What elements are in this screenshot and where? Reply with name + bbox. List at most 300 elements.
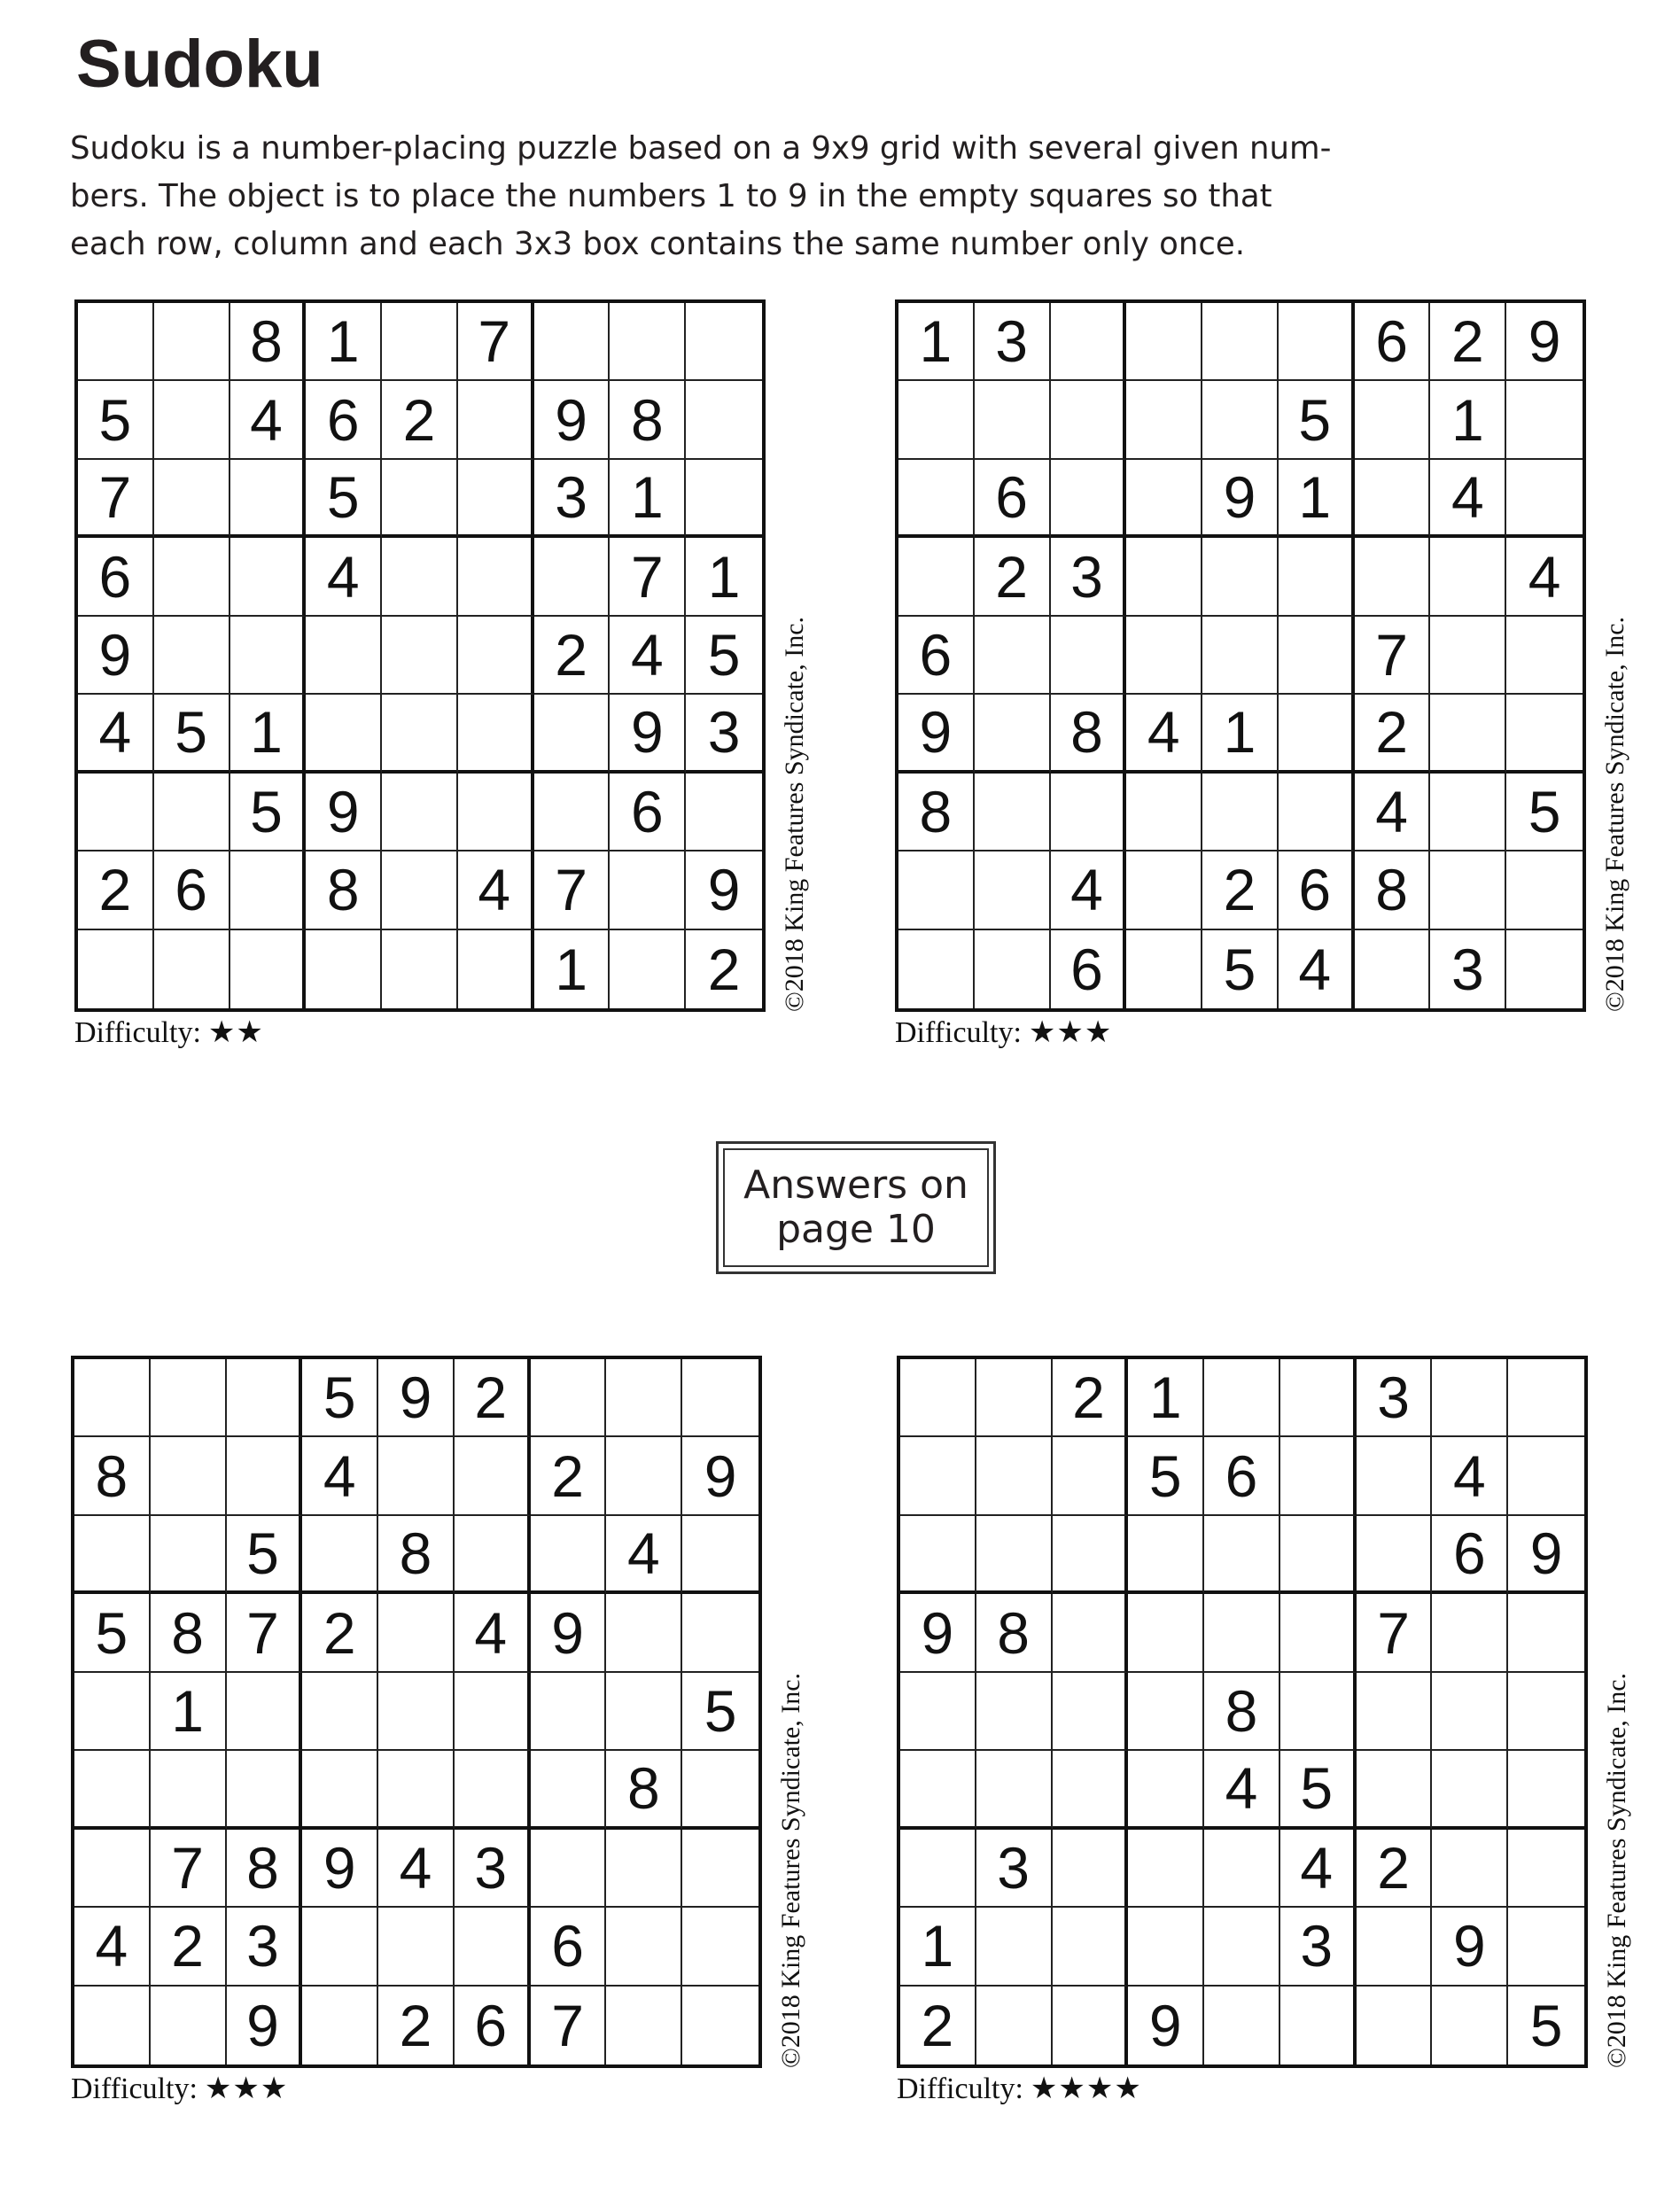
empty-cell[interactable] xyxy=(1202,538,1279,616)
empty-cell[interactable] xyxy=(1430,695,1506,773)
empty-cell[interactable] xyxy=(1204,1594,1280,1672)
empty-cell[interactable] xyxy=(227,1673,303,1751)
given-digit-cell: 2 xyxy=(455,1359,531,1437)
given-digit-cell: 8 xyxy=(1355,851,1431,929)
empty-cell[interactable] xyxy=(154,538,230,616)
empty-cell[interactable] xyxy=(1506,381,1583,459)
empty-cell[interactable] xyxy=(976,1987,1053,2064)
empty-cell[interactable] xyxy=(1508,1437,1584,1515)
given-digit-cell: 3 xyxy=(1280,1908,1357,1986)
given-digit-cell: 4 xyxy=(74,1908,151,1986)
given-digit-cell: 9 xyxy=(686,851,762,929)
given-digit-cell: 7 xyxy=(531,1987,607,2064)
empty-cell[interactable] xyxy=(78,303,154,381)
empty-cell[interactable] xyxy=(1355,460,1431,538)
empty-cell[interactable] xyxy=(1508,1673,1584,1751)
empty-cell[interactable] xyxy=(686,460,762,538)
empty-cell[interactable] xyxy=(682,1830,758,1908)
empty-cell[interactable] xyxy=(378,1437,455,1515)
empty-cell[interactable] xyxy=(606,1987,682,2064)
empty-cell[interactable] xyxy=(1126,851,1202,929)
empty-cell[interactable] xyxy=(976,1673,1053,1751)
given-digit-cell: 2 xyxy=(900,1987,976,2064)
empty-cell[interactable] xyxy=(1053,1516,1129,1594)
given-digit-cell: 4 xyxy=(1204,1751,1280,1829)
empty-cell[interactable] xyxy=(682,1516,758,1594)
empty-cell[interactable] xyxy=(898,381,975,459)
empty-cell[interactable] xyxy=(975,930,1051,1008)
empty-cell[interactable] xyxy=(606,1594,682,1672)
empty-cell[interactable] xyxy=(382,303,458,381)
empty-cell[interactable] xyxy=(975,617,1051,695)
empty-cell[interactable] xyxy=(378,1673,455,1751)
empty-cell[interactable] xyxy=(378,1594,455,1672)
empty-cell[interactable] xyxy=(1053,1987,1129,2064)
empty-cell[interactable] xyxy=(230,460,307,538)
empty-cell[interactable] xyxy=(458,538,534,616)
empty-cell[interactable] xyxy=(78,930,154,1008)
empty-cell[interactable] xyxy=(975,851,1051,929)
empty-cell[interactable] xyxy=(976,1437,1053,1515)
empty-cell[interactable] xyxy=(1128,1673,1204,1751)
given-digit-cell: 5 xyxy=(1506,774,1583,851)
difficulty-label: Difficulty: xyxy=(895,1016,1022,1049)
empty-cell[interactable] xyxy=(382,538,458,616)
empty-cell[interactable] xyxy=(1508,1751,1584,1829)
empty-cell[interactable] xyxy=(154,381,230,459)
given-digit-cell: 4 xyxy=(1051,851,1127,929)
empty-cell[interactable] xyxy=(1506,851,1583,929)
given-digit-cell: 1 xyxy=(610,460,686,538)
empty-cell[interactable] xyxy=(1279,695,1355,773)
empty-cell[interactable] xyxy=(1051,774,1127,851)
empty-cell[interactable] xyxy=(1204,1359,1280,1437)
empty-cell[interactable] xyxy=(151,1987,227,2064)
empty-cell[interactable] xyxy=(74,1751,151,1829)
empty-cell[interactable] xyxy=(1279,617,1355,695)
empty-cell[interactable] xyxy=(682,1908,758,1986)
empty-cell[interactable] xyxy=(455,1437,531,1515)
given-digit-cell: 1 xyxy=(898,303,975,381)
empty-cell[interactable] xyxy=(1126,617,1202,695)
given-digit-cell: 3 xyxy=(534,460,611,538)
empty-cell[interactable] xyxy=(1051,460,1127,538)
empty-cell[interactable] xyxy=(682,1751,758,1829)
empty-cell[interactable] xyxy=(227,1751,303,1829)
given-digit-cell: 3 xyxy=(1430,930,1506,1008)
empty-cell[interactable] xyxy=(154,774,230,851)
empty-cell[interactable] xyxy=(74,1516,151,1594)
copyright-notice: ©2018 King Features Syndicate, Inc. xyxy=(776,1672,805,2068)
given-digit-cell: 4 xyxy=(306,538,382,616)
given-digit-cell: 4 xyxy=(1506,538,1583,616)
empty-cell[interactable] xyxy=(1053,1908,1129,1986)
difficulty-label: Difficulty: xyxy=(71,2072,198,2105)
empty-cell[interactable] xyxy=(302,1516,378,1594)
empty-cell[interactable] xyxy=(1430,538,1506,616)
empty-cell[interactable] xyxy=(1355,381,1431,459)
empty-cell[interactable] xyxy=(1126,381,1202,459)
empty-cell[interactable] xyxy=(531,1516,607,1594)
empty-cell[interactable] xyxy=(610,303,686,381)
given-digit-cell: 9 xyxy=(534,381,611,459)
empty-cell[interactable] xyxy=(455,1908,531,1986)
empty-cell[interactable] xyxy=(1053,1830,1129,1908)
empty-cell[interactable] xyxy=(302,1751,378,1829)
empty-cell[interactable] xyxy=(1202,381,1279,459)
empty-cell[interactable] xyxy=(227,1359,303,1437)
given-digit-cell: 2 xyxy=(1053,1359,1129,1437)
empty-cell[interactable] xyxy=(1432,1359,1508,1437)
empty-cell[interactable] xyxy=(900,1516,976,1594)
empty-cell[interactable] xyxy=(1357,1673,1433,1751)
empty-cell[interactable] xyxy=(686,774,762,851)
empty-cell[interactable] xyxy=(1128,1830,1204,1908)
copyright-notice: ©2018 King Features Syndicate, Inc. xyxy=(1600,616,1629,1012)
empty-cell[interactable] xyxy=(74,1830,151,1908)
empty-cell[interactable] xyxy=(1126,774,1202,851)
empty-cell[interactable] xyxy=(534,695,611,773)
empty-cell[interactable] xyxy=(686,381,762,459)
answers-note-line: Answers on xyxy=(743,1162,968,1208)
empty-cell[interactable] xyxy=(230,930,307,1008)
empty-cell[interactable] xyxy=(1280,1987,1357,2064)
given-digit-cell: 5 xyxy=(154,695,230,773)
empty-cell[interactable] xyxy=(1506,617,1583,695)
empty-cell[interactable] xyxy=(78,774,154,851)
given-digit-cell: 8 xyxy=(378,1516,455,1594)
given-digit-cell: 2 xyxy=(531,1437,607,1515)
empty-cell[interactable] xyxy=(302,1673,378,1751)
given-digit-cell: 7 xyxy=(151,1830,227,1908)
given-digit-cell: 6 xyxy=(1279,851,1355,929)
page-title: Sudoku xyxy=(76,27,323,102)
given-digit-cell: 9 xyxy=(1432,1908,1508,1986)
empty-cell[interactable] xyxy=(898,460,975,538)
given-digit-cell: 5 xyxy=(682,1673,758,1751)
empty-cell[interactable] xyxy=(606,1908,682,1986)
given-digit-cell: 2 xyxy=(1355,695,1431,773)
given-digit-cell: 9 xyxy=(1128,1987,1204,2064)
given-digit-cell: 7 xyxy=(78,460,154,538)
empty-cell[interactable] xyxy=(455,1516,531,1594)
empty-cell[interactable] xyxy=(230,538,307,616)
given-digit-cell: 1 xyxy=(151,1673,227,1751)
empty-cell[interactable] xyxy=(1432,1830,1508,1908)
empty-cell[interactable] xyxy=(975,695,1051,773)
empty-cell[interactable] xyxy=(306,617,382,695)
empty-cell[interactable] xyxy=(900,1673,976,1751)
empty-cell[interactable] xyxy=(74,1987,151,2064)
empty-cell[interactable] xyxy=(154,930,230,1008)
given-digit-cell: 8 xyxy=(610,381,686,459)
given-digit-cell: 4 xyxy=(455,1594,531,1672)
empty-cell[interactable] xyxy=(1128,1751,1204,1829)
answers-note-inner xyxy=(723,1148,989,1267)
empty-cell[interactable] xyxy=(900,1751,976,1829)
empty-cell[interactable] xyxy=(230,617,307,695)
empty-cell[interactable] xyxy=(1357,1908,1433,1986)
empty-cell[interactable] xyxy=(1280,1437,1357,1515)
empty-cell[interactable] xyxy=(682,1359,758,1437)
empty-cell[interactable] xyxy=(531,1359,607,1437)
empty-cell[interactable] xyxy=(610,851,686,929)
answers-note-box xyxy=(716,1141,996,1274)
given-digit-cell: 4 xyxy=(606,1516,682,1594)
empty-cell[interactable] xyxy=(382,460,458,538)
given-digit-cell: 7 xyxy=(1355,617,1431,695)
empty-cell[interactable] xyxy=(976,1516,1053,1594)
empty-cell[interactable] xyxy=(1202,774,1279,851)
given-digit-cell: 9 xyxy=(1508,1516,1584,1594)
empty-cell[interactable] xyxy=(975,381,1051,459)
empty-cell[interactable] xyxy=(1126,538,1202,616)
given-digit-cell: 7 xyxy=(458,303,534,381)
given-digit-cell: 6 xyxy=(154,851,230,929)
empty-cell[interactable] xyxy=(534,774,611,851)
empty-cell[interactable] xyxy=(1051,303,1127,381)
empty-cell[interactable] xyxy=(74,1673,151,1751)
given-digit-cell: 2 xyxy=(975,538,1051,616)
empty-cell[interactable] xyxy=(151,1516,227,1594)
empty-cell[interactable] xyxy=(1204,1516,1280,1594)
difficulty-stars-icon: ★★★★ xyxy=(1030,2072,1142,2105)
intro-line: bers. The object is to place the numbers 1 to 9 in the empty squares so that xyxy=(70,178,1272,214)
empty-cell[interactable] xyxy=(1204,1908,1280,1986)
empty-cell[interactable] xyxy=(1357,1437,1433,1515)
empty-cell[interactable] xyxy=(900,1437,976,1515)
empty-cell[interactable] xyxy=(686,303,762,381)
empty-cell[interactable] xyxy=(1126,930,1202,1008)
empty-cell[interactable] xyxy=(1053,1437,1129,1515)
empty-cell[interactable] xyxy=(606,1359,682,1437)
given-digit-cell: 1 xyxy=(534,930,611,1008)
empty-cell[interactable] xyxy=(1053,1751,1129,1829)
empty-cell[interactable] xyxy=(606,1673,682,1751)
given-digit-cell: 3 xyxy=(976,1830,1053,1908)
empty-cell[interactable] xyxy=(1508,1830,1584,1908)
empty-cell[interactable] xyxy=(1279,538,1355,616)
given-digit-cell: 2 xyxy=(707,936,741,1002)
empty-cell[interactable] xyxy=(1357,1516,1433,1594)
given-digit-cell: 5 xyxy=(686,617,762,695)
empty-cell[interactable] xyxy=(606,1830,682,1908)
empty-cell[interactable] xyxy=(1355,538,1431,616)
given-digit-cell: 7 xyxy=(227,1594,303,1672)
sudoku-grid xyxy=(74,299,766,1012)
empty-cell[interactable] xyxy=(1053,1673,1129,1751)
given-digit-cell: 8 xyxy=(74,1437,151,1515)
empty-cell[interactable] xyxy=(1508,1908,1584,1986)
empty-cell[interactable] xyxy=(1126,303,1202,381)
empty-cell[interactable] xyxy=(900,1359,976,1437)
given-digit-cell: 8 xyxy=(976,1594,1053,1672)
empty-cell[interactable] xyxy=(458,930,534,1008)
empty-cell[interactable] xyxy=(382,851,458,929)
empty-cell[interactable] xyxy=(151,1359,227,1437)
empty-cell[interactable] xyxy=(1430,774,1506,851)
empty-cell[interactable] xyxy=(1204,1987,1280,2064)
empty-cell[interactable] xyxy=(382,930,458,1008)
empty-cell[interactable] xyxy=(1128,1516,1204,1594)
given-digit-cell: 4 xyxy=(302,1437,378,1515)
given-digit-cell: 5 xyxy=(1128,1437,1204,1515)
given-digit-cell: 9 xyxy=(531,1594,607,1672)
empty-cell[interactable] xyxy=(1126,460,1202,538)
empty-cell[interactable] xyxy=(382,774,458,851)
empty-cell[interactable] xyxy=(1430,851,1506,929)
empty-cell[interactable] xyxy=(1051,381,1127,459)
empty-cell[interactable] xyxy=(1280,1594,1357,1672)
given-digit-cell: 4 xyxy=(230,381,307,459)
empty-cell[interactable] xyxy=(534,303,611,381)
empty-cell[interactable] xyxy=(682,1987,758,2064)
empty-cell[interactable] xyxy=(900,1830,976,1908)
empty-cell[interactable] xyxy=(382,695,458,773)
given-digit-cell: 4 xyxy=(610,617,686,695)
empty-cell[interactable] xyxy=(1355,930,1431,1008)
given-digit-cell: 9 xyxy=(898,695,975,773)
given-digit-cell: 9 xyxy=(682,1437,758,1515)
given-digit-cell: 6 xyxy=(78,538,154,616)
empty-cell[interactable] xyxy=(1053,1594,1129,1672)
empty-cell[interactable] xyxy=(1432,1987,1508,2064)
empty-cell[interactable] xyxy=(606,1437,682,1515)
given-digit-cell: 2 xyxy=(151,1908,227,1986)
given-digit-cell: 8 xyxy=(151,1594,227,1672)
empty-cell[interactable] xyxy=(302,1987,378,2064)
given-digit-cell: 3 xyxy=(1051,538,1127,616)
empty-cell[interactable] xyxy=(154,617,230,695)
empty-cell[interactable] xyxy=(898,538,975,616)
empty-cell[interactable] xyxy=(455,1751,531,1829)
empty-cell[interactable] xyxy=(1432,1594,1508,1672)
empty-cell[interactable] xyxy=(306,695,382,773)
given-digit-cell: 9 xyxy=(900,1594,976,1672)
empty-cell[interactable] xyxy=(1508,1359,1584,1437)
given-digit-cell: 9 xyxy=(227,1987,303,2064)
empty-cell[interactable] xyxy=(458,617,534,695)
empty-cell[interactable] xyxy=(458,381,534,459)
given-digit-cell: 3 xyxy=(455,1830,531,1908)
given-digit-cell: 8 xyxy=(1051,695,1127,773)
empty-cell[interactable] xyxy=(1357,1751,1433,1829)
empty-cell[interactable] xyxy=(1202,617,1279,695)
empty-cell[interactable] xyxy=(1280,1516,1357,1594)
given-digit-cell: 9 xyxy=(1202,460,1279,538)
given-digit-cell: 7 xyxy=(1357,1594,1433,1672)
empty-cell[interactable] xyxy=(976,1751,1053,1829)
empty-cell[interactable] xyxy=(1506,460,1583,538)
empty-cell[interactable] xyxy=(74,1359,151,1437)
empty-cell[interactable] xyxy=(1357,1987,1433,2064)
empty-cell[interactable] xyxy=(534,538,611,616)
empty-cell[interactable] xyxy=(1280,1359,1357,1437)
empty-cell[interactable] xyxy=(975,774,1051,851)
given-digit-cell: 3 xyxy=(1357,1359,1433,1437)
given-digit-cell: 6 xyxy=(898,617,975,695)
empty-cell[interactable] xyxy=(227,1437,303,1515)
empty-cell[interactable] xyxy=(378,1908,455,1986)
empty-cell[interactable] xyxy=(1051,617,1127,695)
given-digit-cell: 6 xyxy=(975,460,1051,538)
empty-cell[interactable] xyxy=(1204,1830,1280,1908)
empty-cell[interactable] xyxy=(1128,1594,1204,1672)
intro-line: Sudoku is a number-placing puzzle based on a 9x9 grid with several given num- xyxy=(70,130,1332,167)
given-digit-cell: 6 xyxy=(1432,1516,1508,1594)
given-digit-cell: 2 xyxy=(302,1594,378,1672)
empty-cell[interactable] xyxy=(302,1908,378,1986)
given-digit-cell: 6 xyxy=(1355,303,1431,381)
empty-cell[interactable] xyxy=(1280,1673,1357,1751)
empty-cell[interactable] xyxy=(976,1359,1053,1437)
empty-cell[interactable] xyxy=(151,1751,227,1829)
empty-cell[interactable] xyxy=(378,1751,455,1829)
empty-cell[interactable] xyxy=(1430,617,1506,695)
given-digit-cell: 1 xyxy=(686,538,762,616)
given-digit-cell: 6 xyxy=(610,774,686,851)
empty-cell[interactable] xyxy=(898,930,975,1008)
given-digit-cell: 2 xyxy=(382,381,458,459)
empty-cell[interactable] xyxy=(230,851,307,929)
empty-cell[interactable] xyxy=(1506,695,1583,773)
copyright-notice: ©2018 King Features Syndicate, Inc. xyxy=(1602,1672,1631,2068)
empty-cell[interactable] xyxy=(1506,930,1583,1008)
given-digit-cell: 5 xyxy=(306,460,382,538)
given-digit-cell: 9 xyxy=(302,1830,378,1908)
given-digit-cell: 8 xyxy=(230,303,307,381)
empty-cell[interactable] xyxy=(154,303,230,381)
empty-cell[interactable] xyxy=(455,1673,531,1751)
given-digit-cell: 5 xyxy=(1279,381,1355,459)
empty-cell[interactable] xyxy=(1432,1751,1508,1829)
empty-cell[interactable] xyxy=(1432,1673,1508,1751)
empty-cell[interactable] xyxy=(154,460,230,538)
given-digit-cell: 5 xyxy=(1529,1992,1563,2058)
difficulty-stars-icon: ★★ xyxy=(207,1016,264,1049)
given-digit-cell: 5 xyxy=(1202,930,1279,1008)
empty-cell[interactable] xyxy=(1279,303,1355,381)
given-digit-cell: 1 xyxy=(1128,1359,1204,1437)
given-digit-cell: 1 xyxy=(1279,460,1355,538)
empty-cell[interactable] xyxy=(382,617,458,695)
empty-cell[interactable] xyxy=(1508,1594,1584,1672)
given-digit-cell: 9 xyxy=(378,1359,455,1437)
given-digit-cell: 4 xyxy=(78,695,154,773)
empty-cell[interactable] xyxy=(898,851,975,929)
empty-cell[interactable] xyxy=(531,1751,607,1829)
empty-cell[interactable] xyxy=(682,1594,758,1672)
empty-cell[interactable] xyxy=(610,930,686,1008)
given-digit-cell: 9 xyxy=(1506,303,1583,381)
given-digit-cell: 7 xyxy=(534,851,611,929)
empty-cell[interactable] xyxy=(151,1437,227,1515)
given-digit-cell: 4 xyxy=(458,851,534,929)
intro-line: each row, column and each 3x3 box contains the same number only once. xyxy=(70,226,1246,262)
empty-cell[interactable] xyxy=(531,1830,607,1908)
empty-cell[interactable] xyxy=(458,695,534,773)
empty-cell[interactable] xyxy=(1128,1908,1204,1986)
given-digit-cell: 8 xyxy=(1204,1673,1280,1751)
empty-cell[interactable] xyxy=(531,1673,607,1751)
empty-cell[interactable] xyxy=(976,1908,1053,1986)
empty-cell[interactable] xyxy=(458,460,534,538)
empty-cell[interactable] xyxy=(1202,303,1279,381)
given-digit-cell: 4 xyxy=(1355,774,1431,851)
empty-cell[interactable] xyxy=(1279,774,1355,851)
empty-cell[interactable] xyxy=(306,930,382,1008)
empty-cell[interactable] xyxy=(458,774,534,851)
